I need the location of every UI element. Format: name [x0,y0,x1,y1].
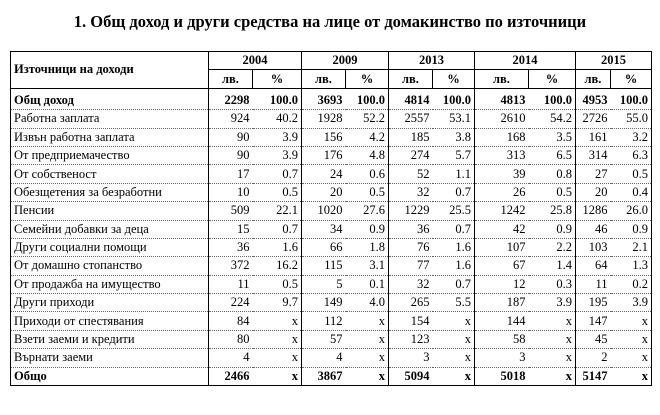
value-pct: 0.1 [346,275,389,293]
value-pct: x [346,312,389,330]
value-pct: 2.1 [611,238,652,256]
value-lv: 24 [302,165,346,183]
value-pct: 0.7 [253,165,302,183]
value-lv: 187 [475,294,529,312]
value-pct: 3.9 [253,146,302,164]
row-label: От домашно стопанство [11,257,209,275]
table-row [11,146,652,164]
value-pct: x [346,330,389,348]
value-lv: 11 [209,275,253,293]
value-lv: 32 [389,183,433,201]
value-pct: 53.1 [433,110,475,128]
table-row [11,238,652,256]
row-label: Работна заплата [11,110,209,128]
value-pct: x [253,349,302,367]
value-lv: 372 [209,257,253,275]
value-pct: 0.9 [346,220,389,238]
value-lv: 149 [302,294,346,312]
value-lv: 313 [475,146,529,164]
value-pct: 100.0 [611,88,652,109]
table-row [11,165,652,183]
value-lv: 4 [209,349,253,367]
value-pct: 0.4 [611,183,652,201]
row-label: Върнати заеми [11,349,209,367]
table-row [11,294,652,312]
row-label-header: Източници на доходи [11,52,209,89]
year-header: 2014 [475,52,576,70]
row-label: От предприемачество [11,146,209,164]
table-row [11,202,652,220]
table-row [11,88,652,109]
row-label: Семейни добавки за деца [11,220,209,238]
value-lv: 52 [389,165,433,183]
value-pct: 4.8 [346,146,389,164]
unit-pct: % [253,70,302,88]
value-lv: 5 [302,275,346,293]
value-pct: 25.5 [433,202,475,220]
table-row [11,330,652,348]
value-lv: 20 [302,183,346,201]
value-lv: 2 [576,349,611,367]
value-lv: 2557 [389,110,433,128]
value-lv: 80 [209,330,253,348]
value-pct: 3.2 [611,128,652,146]
value-lv: 1928 [302,110,346,128]
table-row [11,257,652,275]
value-pct: 0.9 [611,220,652,238]
value-pct: x [253,312,302,330]
row-label: Други социални помощи [11,238,209,256]
value-lv: 274 [389,146,433,164]
value-lv: 161 [576,128,611,146]
value-lv: 265 [389,294,433,312]
value-pct: 0.7 [433,183,475,201]
row-label: Други приходи [11,294,209,312]
value-lv: 45 [576,330,611,348]
value-pct: 55.0 [611,110,652,128]
value-lv: 2466 [209,367,253,385]
year-header: 2013 [389,52,475,70]
value-lv: 5094 [389,367,433,385]
value-lv: 66 [302,238,346,256]
value-pct: 1.8 [346,238,389,256]
value-lv: 1020 [302,202,346,220]
row-label: Взети заеми и кредити [11,330,209,348]
value-lv: 26 [475,183,529,201]
value-pct: x [611,349,652,367]
table-row [11,349,652,367]
value-lv: 147 [576,312,611,330]
value-pct: 0.5 [346,183,389,201]
row-label: Пенсии [11,202,209,220]
value-pct: x [346,367,389,385]
value-pct: 0.9 [529,220,576,238]
value-lv: 15 [209,220,253,238]
value-pct: x [433,312,475,330]
value-pct: x [529,349,576,367]
row-label: От продажба на имущество [11,275,209,293]
value-lv: 224 [209,294,253,312]
value-lv: 195 [576,294,611,312]
value-lv: 154 [389,312,433,330]
value-pct: 1.6 [433,257,475,275]
value-lv: 46 [576,220,611,238]
table-row [11,183,652,201]
value-lv: 77 [389,257,433,275]
unit-lv: лв. [389,70,433,88]
row-label: Общо [11,367,209,385]
value-lv: 123 [389,330,433,348]
value-pct: 0.7 [433,275,475,293]
year-header: 2015 [576,52,652,70]
value-pct: x [529,330,576,348]
value-lv: 57 [302,330,346,348]
year-header: 2009 [302,52,389,70]
value-pct: x [529,367,576,385]
value-lv: 1242 [475,202,529,220]
value-pct: 100.0 [433,88,475,109]
value-pct: 54.2 [529,110,576,128]
value-lv: 67 [475,257,529,275]
value-pct: 3.5 [529,128,576,146]
value-lv: 144 [475,312,529,330]
value-pct: 2.2 [529,238,576,256]
value-pct: 9.7 [253,294,302,312]
value-lv: 36 [209,238,253,256]
value-lv: 103 [576,238,611,256]
value-lv: 2610 [475,110,529,128]
value-pct: 0.8 [529,165,576,183]
table-row [11,128,652,146]
value-pct: 4.0 [346,294,389,312]
value-pct: 3.9 [253,128,302,146]
value-pct: 26.0 [611,202,652,220]
value-lv: 64 [576,257,611,275]
value-pct: 3.9 [611,294,652,312]
value-lv: 185 [389,128,433,146]
value-pct: 6.3 [611,146,652,164]
value-pct: x [346,349,389,367]
value-lv: 58 [475,330,529,348]
value-pct: 4.2 [346,128,389,146]
value-lv: 509 [209,202,253,220]
value-lv: 39 [475,165,529,183]
value-lv: 924 [209,110,253,128]
value-lv: 12 [475,275,529,293]
value-lv: 27 [576,165,611,183]
value-pct: x [253,367,302,385]
value-lv: 36 [389,220,433,238]
value-pct: x [529,312,576,330]
value-pct: 0.5 [529,183,576,201]
value-pct: x [433,349,475,367]
value-lv: 90 [209,128,253,146]
value-pct: 5.5 [433,294,475,312]
value-lv: 112 [302,312,346,330]
value-pct: 5.7 [433,146,475,164]
table-row [11,275,652,293]
value-lv: 4 [302,349,346,367]
row-label: Обезщетения за безработни [11,183,209,201]
value-lv: 156 [302,128,346,146]
row-label: От собственост [11,165,209,183]
value-lv: 3 [389,349,433,367]
value-lv: 314 [576,146,611,164]
unit-lv: лв. [209,70,253,88]
value-pct: 0.6 [346,165,389,183]
value-lv: 17 [209,165,253,183]
value-lv: 4814 [389,88,433,109]
value-pct: 52.2 [346,110,389,128]
value-lv: 32 [389,275,433,293]
unit-lv: лв. [302,70,346,88]
table-row [11,220,652,238]
value-pct: 27.6 [346,202,389,220]
table-title: 1. Общ доход и други средства на лице от домакинство по източници [73,12,587,31]
value-pct: 0.7 [253,220,302,238]
value-lv: 5147 [576,367,611,385]
value-pct: 25.8 [529,202,576,220]
value-lv: 107 [475,238,529,256]
value-lv: 3867 [302,367,346,385]
value-pct: 100.0 [529,88,576,109]
value-lv: 11 [576,275,611,293]
value-pct: x [611,312,652,330]
value-pct: 0.5 [611,165,652,183]
value-lv: 3693 [302,88,346,109]
value-lv: 34 [302,220,346,238]
value-pct: 1.3 [611,257,652,275]
value-pct: 3.9 [529,294,576,312]
value-pct: x [433,367,475,385]
row-label: Общ доход [11,88,209,109]
unit-pct: % [529,70,576,88]
value-pct: 0.5 [253,275,302,293]
value-pct: x [253,330,302,348]
value-pct: 40.2 [253,110,302,128]
value-lv: 84 [209,312,253,330]
unit-pct: % [433,70,475,88]
value-pct: 16.2 [253,257,302,275]
value-pct: 6.5 [529,146,576,164]
value-pct: 1.6 [433,238,475,256]
value-pct: 1.1 [433,165,475,183]
value-pct: 1.6 [253,238,302,256]
value-pct: 100.0 [253,88,302,109]
table-row [11,367,652,385]
value-lv: 1229 [389,202,433,220]
value-lv: 20 [576,183,611,201]
value-pct: 0.7 [433,220,475,238]
table-row [11,110,652,128]
value-lv: 4953 [576,88,611,109]
value-lv: 42 [475,220,529,238]
value-pct: 100.0 [346,88,389,109]
value-lv: 3 [475,349,529,367]
value-lv: 1286 [576,202,611,220]
value-pct: 22.1 [253,202,302,220]
header-row-years [11,52,652,70]
income-table [10,51,652,386]
row-label: Приходи от спестявания [11,312,209,330]
value-lv: 10 [209,183,253,201]
unit-lv: лв. [475,70,529,88]
unit-pct: % [611,70,652,88]
value-lv: 115 [302,257,346,275]
value-pct: x [611,367,652,385]
value-lv: 4813 [475,88,529,109]
unit-lv: лв. [576,70,611,88]
value-lv: 168 [475,128,529,146]
value-pct: x [611,330,652,348]
value-pct: 3.8 [433,128,475,146]
value-pct: 3.1 [346,257,389,275]
value-lv: 90 [209,146,253,164]
value-lv: 176 [302,146,346,164]
value-pct: 0.3 [529,275,576,293]
value-lv: 2726 [576,110,611,128]
value-pct: 1.4 [529,257,576,275]
value-lv: 2298 [209,88,253,109]
value-pct: x [433,330,475,348]
value-pct: 0.2 [611,275,652,293]
value-pct: 0.5 [253,183,302,201]
unit-pct: % [346,70,389,88]
row-label: Извън работна заплата [11,128,209,146]
table-row [11,312,652,330]
year-header: 2004 [209,52,302,70]
value-lv: 5018 [475,367,529,385]
value-lv: 76 [389,238,433,256]
